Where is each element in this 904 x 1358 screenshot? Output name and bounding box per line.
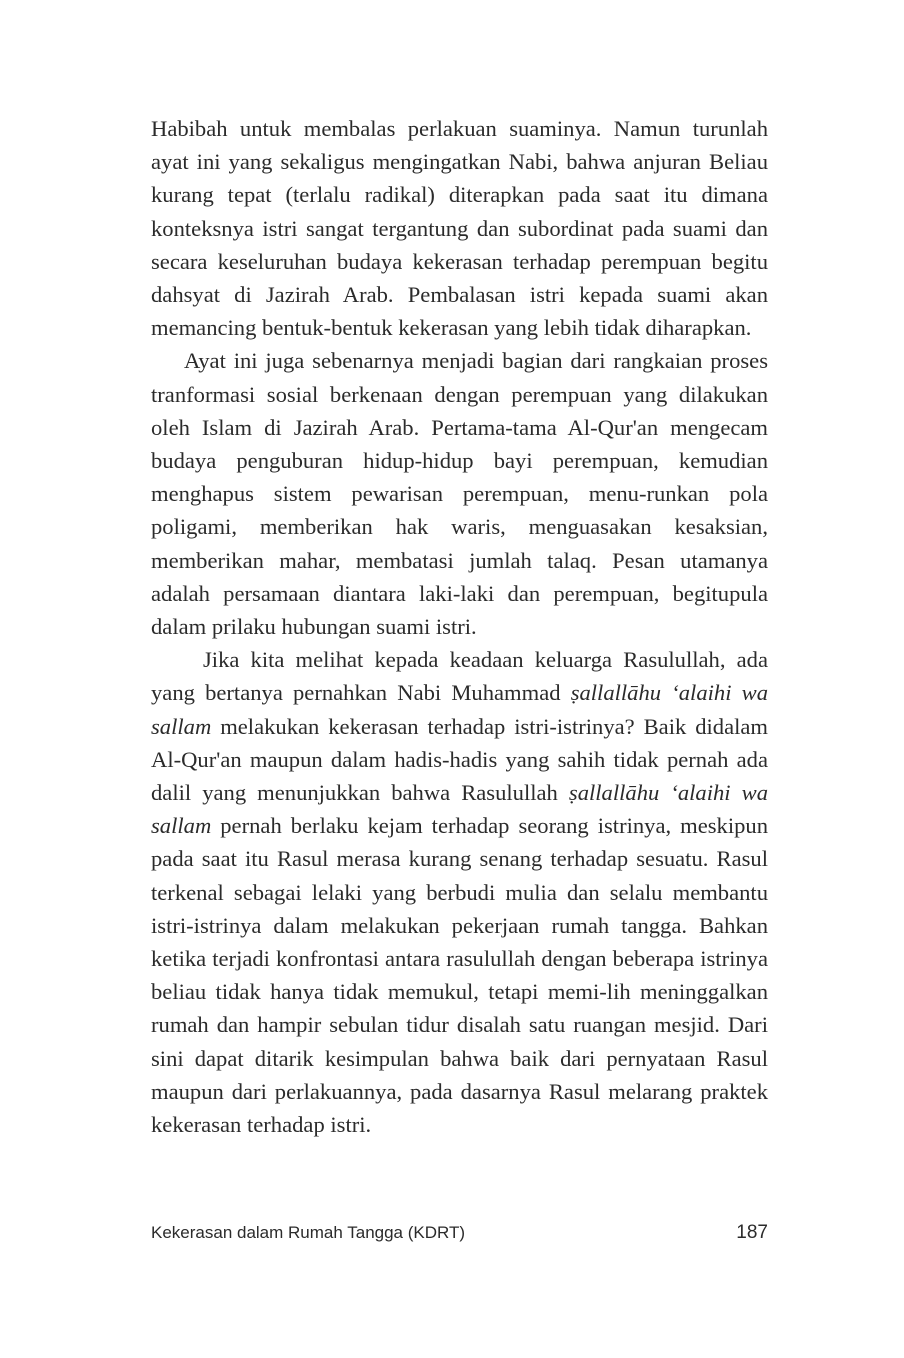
- paragraph-3-text-part-1: Jika kita melihat kepada keadaan keluarga Rasulullah, ada yang bertanya pernahkan Nabi Muhammad: [151, 647, 768, 706]
- paragraph-3: [151, 643, 768, 1141]
- honorific-italic-2: ṣallallāhu ‘alaihi wa sallam: [151, 780, 768, 839]
- page-number: 187: [736, 1222, 768, 1243]
- body-text: [151, 112, 768, 1141]
- paragraph-3-text-part-2: melakukan kekerasan terhadap istri-istrinya? Baik didalam Al-Qur'an maupun dalam hadis-hadis yang sahih tidak pernah ada dalil yang menunjukkan bahwa Rasulullah: [151, 713, 768, 806]
- paragraph-1-text: Habibah untuk membalas perlakuan suaminya. Namun turunlah ayat ini yang sekaligus mengingatkan Nabi, bahwa anjuran Beliau kurang tepat (terlalu radikal) diterapkan pada saat itu dimana konteksnya istri sangat tergantung dan subordinat pada suami dan secara keseluruhan budaya kekerasan terhadap perempuan begitu dahsyat di Jazirah Arab. Pembalasan istri kepada suami akan memancing bentuk-bentuk kekerasan yang lebih tidak diharapkan.: [151, 116, 768, 341]
- paragraph-3-text-part-3: pernah berlaku kejam terhadap seorang istrinya, meskipun pada saat itu Rasul merasa kurang senang terhadap sesuatu. Rasul terkenal sebagai lelaki yang berbudi mulia dan selalu membantu istri-istrinya dalam melakukan pekerjaan rumah tangga. Bahkan ketika terjadi konfrontasi antara rasulullah dengan beberapa istrinya beliau tidak hanya tidak memukul, tetapi memi-lih meninggalkan rumah dan hampir sebulan tidur disalah satu ruangan mesjid. Dari sini dapat ditarik kesimpulan bahwa baik dari pernyataan Rasul maupun dari perlakuannya, pada dasarnya Rasul melarang praktek kekerasan terhadap istri.: [151, 813, 768, 1138]
- paragraph-1: [151, 112, 768, 344]
- running-footer-title: Kekerasan dalam Rumah Tangga (KDRT): [151, 1223, 466, 1242]
- page-footer: [151, 1220, 768, 1246]
- honorific-italic-1: ṣallallāhu ‘alaihi wa sallam: [151, 680, 769, 739]
- paragraph-2: [151, 344, 768, 643]
- paragraph-2-text: Ayat ini juga sebenarnya menjadi bagian dari rangkaian proses tranformasi sosial berkenaan dengan perempuan yang dilakukan oleh Islam di Jazirah Arab. Pertama-tama Al-Qur'an mengecam budaya penguburan hidup-hidup bayi perempuan, kemudian menghapus sistem pewarisan perempuan, menu-runkan pola poligami, memberikan hak waris, menguasakan kesaksian, memberikan mahar, membatasi jumlah talaq. Pesan utamanya adalah persamaan diantara laki-laki dan perempuan, begitupula dalam prilaku hubungan suami istri.: [151, 348, 768, 640]
